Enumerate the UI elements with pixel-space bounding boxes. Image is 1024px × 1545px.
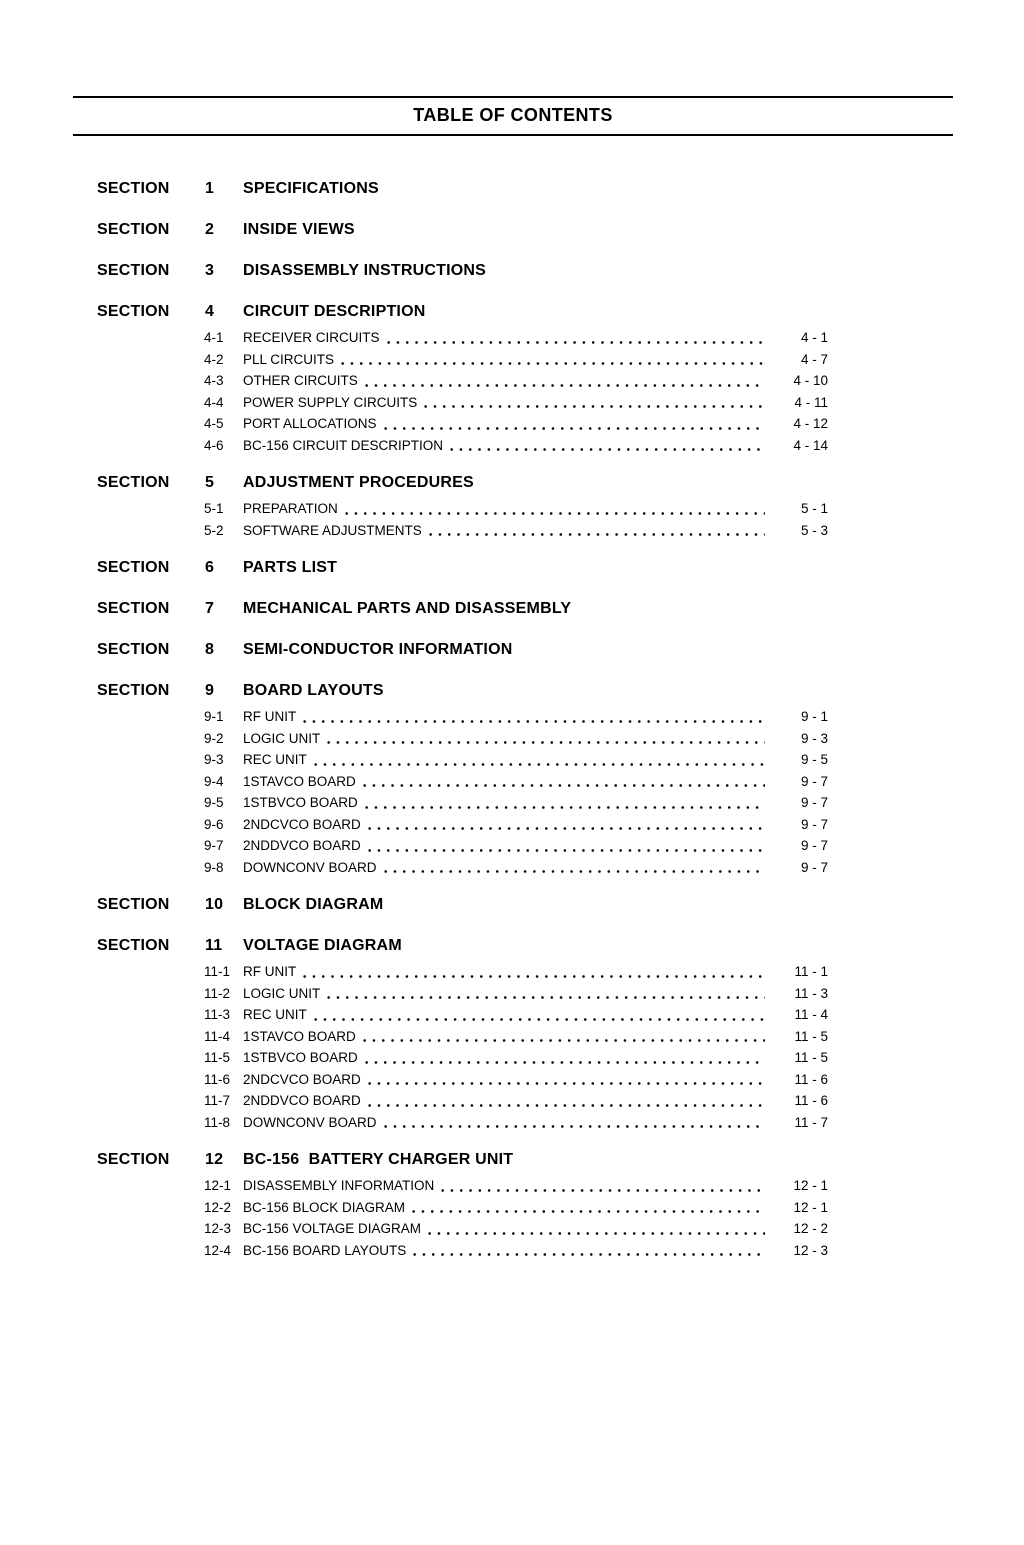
entry-page-number: 11 - 4 bbox=[794, 1007, 828, 1022]
dotted-leader bbox=[384, 341, 765, 344]
section-label: SECTION bbox=[97, 896, 170, 913]
entry-page-number: 9 - 7 bbox=[800, 795, 828, 810]
entry-page-number: 12 - 1 bbox=[793, 1178, 828, 1193]
section-label: SECTION bbox=[97, 937, 170, 954]
section-title: INSIDE VIEWS bbox=[243, 221, 355, 238]
toc-sections bbox=[0, 180, 1024, 1261]
toc-entry bbox=[204, 771, 828, 793]
entry-page-number: 11 - 1 bbox=[794, 964, 828, 979]
toc-section-9 bbox=[0, 682, 1024, 878]
section-heading bbox=[97, 641, 1024, 659]
section-number: 8 bbox=[205, 641, 215, 658]
dotted-leader bbox=[311, 1018, 765, 1021]
toc-entry bbox=[204, 1004, 828, 1026]
dotted-leader bbox=[381, 427, 765, 430]
dotted-leader bbox=[409, 1210, 765, 1213]
entry-page-number: 4 - 1 bbox=[800, 330, 828, 345]
section-heading bbox=[97, 682, 1024, 700]
entry-number: 11-1 bbox=[204, 964, 231, 979]
toc-section-1 bbox=[0, 180, 1024, 198]
entry-page-number: 9 - 1 bbox=[800, 709, 828, 724]
entry-page-number: 5 - 3 bbox=[800, 522, 828, 538]
entry-number: 4-3 bbox=[204, 373, 224, 388]
toc-entry bbox=[204, 1047, 828, 1069]
toc-section-11 bbox=[0, 937, 1024, 1133]
entry-title: BC-156 BLOCK DIAGRAM bbox=[243, 1199, 406, 1215]
section-items bbox=[0, 961, 1024, 1133]
entry-title: 1STAVCO BOARD bbox=[243, 773, 356, 789]
entry-number: 9-2 bbox=[204, 730, 224, 746]
section-heading bbox=[97, 303, 1024, 321]
section-number: 10 bbox=[205, 896, 224, 913]
entry-number: 9-4 bbox=[204, 773, 224, 789]
dotted-leader bbox=[365, 849, 765, 852]
section-title: MECHANICAL PARTS AND DISASSEMBLY bbox=[243, 600, 572, 617]
toc-entry bbox=[204, 413, 828, 435]
entry-page-number: 9 - 7 bbox=[800, 773, 828, 789]
toc-entry bbox=[204, 1240, 828, 1262]
entry-title: 1STBVCO BOARD bbox=[243, 795, 358, 810]
dotted-leader bbox=[360, 1039, 765, 1042]
section-items bbox=[0, 327, 1024, 456]
entry-title: PORT ALLOCATIONS bbox=[243, 416, 377, 431]
toc-entry bbox=[204, 749, 828, 771]
section-title: CIRCUIT DESCRIPTION bbox=[243, 303, 426, 320]
entry-number: 11-3 bbox=[204, 1007, 231, 1022]
entry-page-number: 11 - 3 bbox=[794, 985, 828, 1001]
entry-number: 9-1 bbox=[204, 709, 224, 724]
entry-number: 4-6 bbox=[204, 437, 224, 453]
entry-number: 12-1 bbox=[204, 1178, 232, 1193]
entry-number: 11-2 bbox=[204, 985, 231, 1001]
entry-page-number: 4 - 14 bbox=[793, 437, 828, 453]
toc-entry bbox=[204, 983, 828, 1005]
entry-number: 11-7 bbox=[204, 1093, 231, 1108]
toc-section-5 bbox=[0, 474, 1024, 541]
section-heading bbox=[97, 937, 1024, 955]
section-number: 9 bbox=[205, 682, 215, 699]
entry-page-number: 12 - 2 bbox=[793, 1221, 828, 1236]
section-number: 2 bbox=[205, 221, 215, 238]
entry-page-number: 11 - 7 bbox=[794, 1114, 828, 1130]
entry-page-number: 11 - 5 bbox=[794, 1028, 828, 1044]
dotted-leader bbox=[311, 763, 765, 766]
entry-number: 9-6 bbox=[204, 816, 224, 832]
toc-entry bbox=[204, 498, 828, 520]
section-title: DISASSEMBLY INSTRUCTIONS bbox=[243, 262, 487, 279]
entry-page-number: 9 - 7 bbox=[800, 859, 828, 875]
entry-title: PREPARATION bbox=[243, 501, 338, 516]
section-label: SECTION bbox=[97, 641, 170, 658]
toc-entry bbox=[204, 1112, 828, 1134]
section-number: 11 bbox=[205, 937, 223, 954]
toc-section-3 bbox=[0, 262, 1024, 280]
toc-section-8 bbox=[0, 641, 1024, 659]
toc-entry bbox=[204, 435, 828, 457]
toc-entry bbox=[204, 392, 828, 414]
entry-number: 5-2 bbox=[204, 522, 224, 538]
entry-title: RF UNIT bbox=[243, 709, 297, 724]
toc-section-4 bbox=[0, 303, 1024, 456]
section-heading bbox=[97, 896, 1024, 914]
entry-number: 11-4 bbox=[204, 1028, 231, 1044]
section-label: SECTION bbox=[97, 1151, 170, 1168]
section-heading bbox=[97, 600, 1024, 618]
toc-entry bbox=[204, 835, 828, 857]
toc-entry bbox=[204, 520, 828, 542]
dotted-leader bbox=[342, 512, 765, 515]
section-heading bbox=[97, 262, 1024, 280]
dotted-leader bbox=[425, 1232, 765, 1235]
entry-title: SOFTWARE ADJUSTMENTS bbox=[243, 522, 422, 538]
entry-title: 1STBVCO BOARD bbox=[243, 1050, 358, 1065]
entry-title: OTHER CIRCUITS bbox=[243, 373, 358, 388]
toc-entry bbox=[204, 706, 828, 728]
entry-title: 2NDCVCO BOARD bbox=[243, 816, 361, 832]
entry-number: 12-2 bbox=[204, 1199, 232, 1215]
entry-page-number: 11 - 6 bbox=[794, 1093, 828, 1108]
section-title: SEMI-CONDUCTOR INFORMATION bbox=[243, 641, 513, 658]
section-number: 12 bbox=[205, 1151, 224, 1168]
entry-page-number: 9 - 7 bbox=[800, 816, 828, 832]
dotted-leader bbox=[324, 996, 765, 999]
dotted-leader bbox=[381, 870, 765, 873]
entry-page-number: 5 - 1 bbox=[800, 501, 828, 516]
section-heading bbox=[97, 474, 1024, 492]
toc-section-2 bbox=[0, 221, 1024, 239]
section-title: ADJUSTMENT PROCEDURES bbox=[243, 474, 474, 491]
section-number: 7 bbox=[205, 600, 215, 617]
entry-page-number: 4 - 10 bbox=[793, 373, 828, 388]
page-title: TABLE OF CONTENTS bbox=[413, 105, 613, 125]
entry-title: 2NDCVCO BOARD bbox=[243, 1071, 361, 1087]
entry-page-number: 4 - 11 bbox=[794, 394, 828, 410]
entry-page-number: 12 - 3 bbox=[793, 1242, 828, 1258]
section-label: SECTION bbox=[97, 559, 170, 576]
toc-entry bbox=[204, 1069, 828, 1091]
dotted-leader bbox=[362, 384, 765, 387]
entry-page-number: 12 - 1 bbox=[793, 1199, 828, 1215]
section-title: VOLTAGE DIAGRAM bbox=[243, 937, 402, 954]
entry-number: 9-5 bbox=[204, 795, 224, 810]
section-heading bbox=[97, 180, 1024, 198]
section-label: SECTION bbox=[97, 303, 170, 320]
dotted-leader bbox=[324, 741, 765, 744]
dotted-leader bbox=[421, 405, 765, 408]
section-label: SECTION bbox=[97, 600, 170, 617]
entry-number: 11-5 bbox=[204, 1050, 231, 1065]
entry-title: 2NDDVCO BOARD bbox=[243, 838, 361, 853]
toc-page bbox=[0, 96, 1024, 1545]
entry-page-number: 11 - 6 bbox=[794, 1071, 828, 1087]
dotted-leader bbox=[438, 1189, 765, 1192]
entry-page-number: 9 - 5 bbox=[800, 752, 828, 767]
section-label: SECTION bbox=[97, 474, 170, 491]
entry-number: 4-4 bbox=[204, 394, 224, 410]
entry-number: 9-8 bbox=[204, 859, 224, 875]
section-items bbox=[0, 1175, 1024, 1261]
entry-title: REC UNIT bbox=[243, 1007, 307, 1022]
entry-title: 2NDDVCO BOARD bbox=[243, 1093, 361, 1108]
entry-page-number: 9 - 7 bbox=[800, 838, 828, 853]
section-title: SPECIFICATIONS bbox=[243, 180, 379, 197]
section-number: 6 bbox=[205, 559, 215, 576]
dotted-leader bbox=[426, 533, 765, 536]
section-number: 5 bbox=[205, 474, 215, 491]
entry-title: REC UNIT bbox=[243, 752, 307, 767]
entry-title: RECEIVER CIRCUITS bbox=[243, 330, 380, 345]
entry-title: RF UNIT bbox=[243, 964, 297, 979]
toc-entry bbox=[204, 728, 828, 750]
entry-number: 11-8 bbox=[204, 1114, 231, 1130]
section-title: PARTS LIST bbox=[243, 559, 338, 576]
toc-section-10 bbox=[0, 896, 1024, 914]
dotted-leader bbox=[447, 448, 765, 451]
entry-title: BC-156 BOARD LAYOUTS bbox=[243, 1242, 407, 1258]
entry-title: 1STAVCO BOARD bbox=[243, 1028, 356, 1044]
entry-title: DOWNCONV BOARD bbox=[243, 859, 377, 875]
section-title: BOARD LAYOUTS bbox=[243, 682, 384, 699]
section-heading bbox=[97, 221, 1024, 239]
toc-entry bbox=[204, 814, 828, 836]
dotted-leader bbox=[300, 975, 765, 978]
entry-title: LOGIC UNIT bbox=[243, 985, 321, 1001]
section-items bbox=[0, 498, 1024, 541]
entry-number: 12-3 bbox=[204, 1221, 232, 1236]
section-number: 4 bbox=[205, 303, 215, 320]
toc-section-7 bbox=[0, 600, 1024, 618]
toc-section-12 bbox=[0, 1151, 1024, 1261]
dotted-leader bbox=[365, 1082, 765, 1085]
section-number: 1 bbox=[205, 180, 215, 197]
entry-title: LOGIC UNIT bbox=[243, 730, 321, 746]
dotted-leader bbox=[300, 720, 765, 723]
toc-entry bbox=[204, 1026, 828, 1048]
section-heading bbox=[97, 559, 1024, 577]
entry-number: 9-7 bbox=[204, 838, 224, 853]
entry-number: 4-1 bbox=[204, 330, 224, 345]
entry-number: 9-3 bbox=[204, 752, 224, 767]
entry-title: BC-156 VOLTAGE DIAGRAM bbox=[243, 1221, 422, 1236]
toc-entry bbox=[204, 961, 828, 983]
section-title: BLOCK DIAGRAM bbox=[243, 896, 384, 913]
toc-section-6 bbox=[0, 559, 1024, 577]
entry-number: 4-5 bbox=[204, 416, 224, 431]
toc-entry bbox=[204, 370, 828, 392]
entry-title: PLL CIRCUITS bbox=[243, 351, 335, 367]
section-label: SECTION bbox=[97, 262, 170, 279]
dotted-leader bbox=[362, 806, 765, 809]
section-items bbox=[0, 706, 1024, 878]
toc-entry bbox=[204, 1197, 828, 1219]
toc-entry bbox=[204, 327, 828, 349]
dotted-leader bbox=[338, 362, 765, 365]
dotted-leader bbox=[365, 1104, 765, 1107]
entry-number: 4-2 bbox=[204, 351, 224, 367]
entry-page-number: 4 - 12 bbox=[793, 416, 828, 431]
toc-entry bbox=[204, 1090, 828, 1112]
entry-page-number: 4 - 7 bbox=[800, 351, 828, 367]
dotted-leader bbox=[365, 827, 765, 830]
dotted-leader bbox=[410, 1253, 765, 1256]
entry-number: 11-6 bbox=[204, 1071, 231, 1087]
toc-header bbox=[73, 96, 953, 136]
toc-entry bbox=[204, 857, 828, 879]
entry-number: 5-1 bbox=[204, 501, 224, 516]
toc-entry bbox=[204, 1218, 828, 1240]
entry-title: DOWNCONV BOARD bbox=[243, 1114, 377, 1130]
section-label: SECTION bbox=[97, 180, 170, 197]
toc-entry bbox=[204, 792, 828, 814]
dotted-leader bbox=[360, 784, 765, 787]
section-label: SECTION bbox=[97, 682, 170, 699]
entry-page-number: 9 - 3 bbox=[800, 730, 828, 746]
toc-entry bbox=[204, 1175, 828, 1197]
section-heading bbox=[97, 1151, 1024, 1169]
toc-entry bbox=[204, 349, 828, 371]
section-title: BC-156 BATTERY CHARGER UNIT bbox=[243, 1151, 514, 1168]
entry-page-number: 11 - 5 bbox=[794, 1050, 828, 1065]
dotted-leader bbox=[362, 1061, 765, 1064]
dotted-leader bbox=[381, 1125, 765, 1128]
entry-title: BC-156 CIRCUIT DESCRIPTION bbox=[243, 437, 444, 453]
section-label: SECTION bbox=[97, 221, 170, 238]
entry-title: POWER SUPPLY CIRCUITS bbox=[243, 394, 418, 410]
entry-title: DISASSEMBLY INFORMATION bbox=[243, 1178, 435, 1193]
entry-number: 12-4 bbox=[204, 1242, 232, 1258]
section-number: 3 bbox=[205, 262, 215, 279]
